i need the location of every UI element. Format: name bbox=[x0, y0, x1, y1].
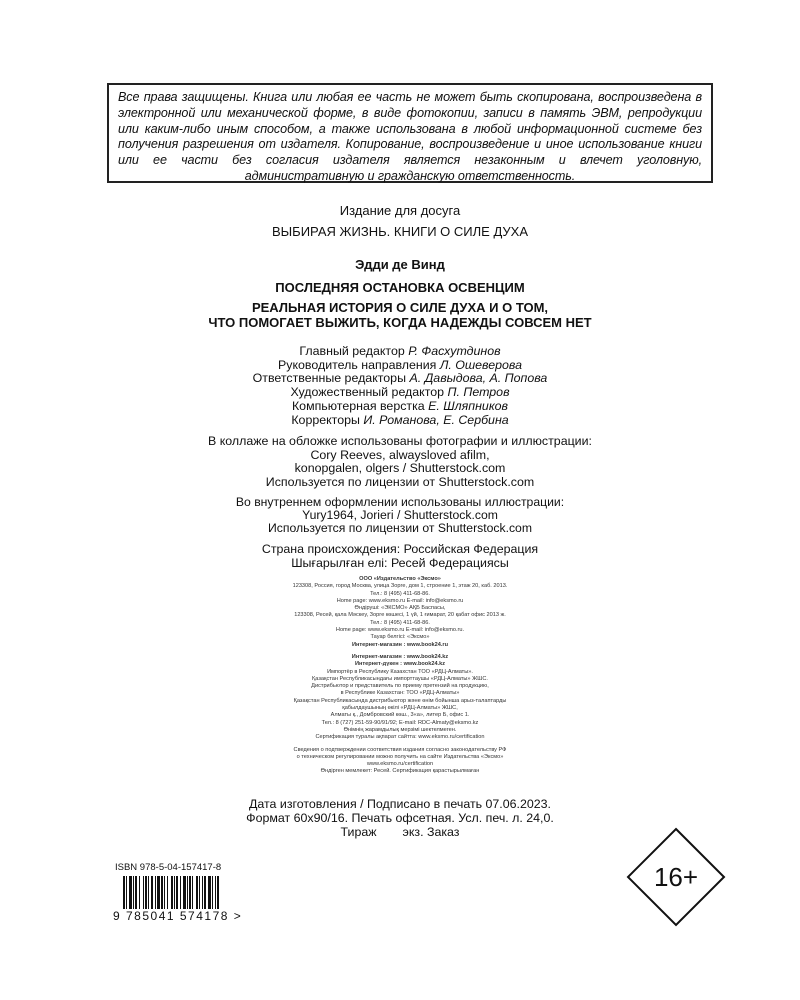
isbn-label: ISBN 978-5-04-157417-8 bbox=[115, 862, 222, 873]
inner-line: Во внутреннем оформлении использованы иллюстрации: bbox=[235, 495, 565, 509]
subtitle-line: ЧТО ПОМОГАЕТ ВЫЖИТЬ, КОГДА НАДЕЖДЫ СОВСЕМ НЕТ bbox=[208, 315, 592, 330]
book-title: ПОСЛЕДНЯЯ ОСТАНОВКА ОСВЕНЦИМ bbox=[275, 280, 525, 295]
subtitle-line: РЕАЛЬНАЯ ИСТОРИЯ О СИЛЕ ДУХА И О ТОМ, bbox=[251, 300, 549, 315]
production-line: Дата изготовления / Подписано в печать 07.06.2023. bbox=[249, 797, 551, 811]
origin-line: Страна происхождения: Российская Федерация bbox=[261, 542, 539, 556]
rights-notice-box bbox=[107, 83, 713, 183]
rights-notice-text: Все права защищены. Книга или любая ее часть не может быть скопирована, воспроизведена в электронной или механической форме, в виде фотокопии, записи в память ЭВМ, репродукции или каким-либо иным способом, а также использована в любой информационной системе без получения разрешения от издателя. Копирование, воспроизведение и иное использование книги или ее части без согласия издателя является незаконным и влечет уголовную, административную и гражданскую ответственность. bbox=[118, 90, 702, 183]
credit-line: Ответственные редакторы А. Давыдова, А. Попова bbox=[252, 371, 548, 386]
publisher-line: Home page: www.eksmo.ru E-mail: info@eksmo.ru. bbox=[335, 627, 465, 634]
credit-line: Компьютерная верстка Е. Шляпников bbox=[291, 398, 509, 413]
country-of-origin bbox=[0, 542, 800, 570]
publisher-line: Тел.: 8 (495) 411-68-86. bbox=[370, 619, 430, 626]
publisher-line: Тел.: 8 (495) 411-68-86. bbox=[370, 590, 430, 597]
publisher-line: Home page: www.eksmo.ru E-mail: info@eksmo.ru bbox=[336, 597, 464, 604]
barcode-digits: 9 785041 574178 > bbox=[113, 909, 243, 923]
credit-line: Художественный редактор П. Петров bbox=[290, 385, 510, 400]
publisher-line: Өндіруші: «ЭКСМО» АҚБ Баспасы, bbox=[354, 605, 446, 612]
cover-collage-credits bbox=[0, 435, 800, 489]
kz-line: Өнімнің жарамдылық мерзімі шектелмеген. bbox=[343, 726, 457, 733]
collage-line: Используется по лицензии от Shutterstock.com bbox=[265, 474, 535, 489]
barcode-icon bbox=[113, 876, 253, 932]
collage-line: konopgalen, olgers / Shutterstock.com bbox=[294, 461, 506, 476]
kz-line: Дистрибьютор и представитель по приему претензий на продукцию, bbox=[311, 683, 489, 690]
origin-line: Шығарылған елі: Ресей Федерациясы bbox=[291, 556, 509, 570]
publisher-line: 123308, Россия, город Москва, улица Зорге, дом 1, строение 1, этаж 20, каб. 2013. bbox=[292, 583, 508, 590]
inner-line: Используется по лицензии от Shutterstock.com bbox=[268, 521, 532, 535]
publisher-details bbox=[0, 576, 800, 776]
kz-line: Қазақстан Республикасында дистрибьютор және өнім бойынша арыз-талаптарды bbox=[293, 697, 507, 704]
production-line: Формат 60x90/16. Печать офсетная. Усл. печ. л. 24,0. bbox=[246, 811, 554, 825]
kz-line: Алматы қ., Домбровский көш., 3«а», литер Б, офис 1. bbox=[330, 712, 470, 719]
credit-line: Корректоры И. Романова, Е. Сербина bbox=[291, 412, 509, 427]
kz-line: Импортёр в Республику Казахстан ТОО «РДЦ-Алматы». bbox=[327, 668, 473, 675]
kz-line: Қазақстан Республикасындағы импорттаушы «РДЦ-Алматы» ЖШС. bbox=[312, 675, 488, 682]
cert-line: www.eksmo.ru/certification bbox=[366, 761, 434, 768]
publisher-line: ООО «Издательство «Эксмо» bbox=[359, 576, 441, 582]
kz-line: қабылдаушының өкілі «РДЦ-Алматы» ЖШС, bbox=[342, 705, 458, 712]
cert-line: Өндірген мемлекет: Ресей. Сертификация қарастырылмаған bbox=[320, 768, 480, 775]
publisher-line: Интернет-магазин : www.book24.ru bbox=[351, 641, 449, 648]
kz-line: Интернет-дүкен : www.book24.kz bbox=[354, 661, 446, 668]
credits-block bbox=[0, 345, 800, 427]
series-line: Издание для досуга bbox=[339, 203, 461, 218]
inner-line: Yury1964, Jorieri / Shutterstock.com bbox=[302, 508, 498, 522]
kz-line: Тел.: 8 (727) 251-59-90/91/92; E-mail: RDC-Almaty@eksmo.kz bbox=[321, 719, 479, 726]
inner-illustration-credits bbox=[0, 496, 800, 535]
cert-line: Сведения о подтверждении соответствия издания согласно законодательству РФ bbox=[293, 746, 507, 753]
collage-line: В коллаже на обложке использованы фотографии и иллюстрации: bbox=[208, 434, 592, 448]
credit-line: Главный редактор Р. Фасхутдинов bbox=[299, 344, 501, 358]
publisher-line: Тауар белгісі: «Эксмо» bbox=[370, 634, 430, 641]
kz-line: в Республике Казахстан: ТОО «РДЦ-Алматы» bbox=[340, 690, 460, 697]
book-series-line: ВЫБИРАЯ ЖИЗНЬ. КНИГИ О СИЛЕ ДУХА bbox=[272, 224, 528, 239]
credit-line: Руководитель направления Л. Ошеверова bbox=[278, 357, 522, 372]
book-subtitle bbox=[0, 300, 800, 330]
kz-line: Сертификация туралы ақпарат сайтта: www.eksmo.ru/certification bbox=[315, 734, 485, 741]
author-name: Эдди де Винд bbox=[355, 257, 445, 272]
kz-line: Интернет-магазин : www.book24.kz bbox=[351, 653, 449, 660]
print-run-label: Тираж bbox=[340, 825, 377, 839]
age-rating-text: 16+ bbox=[653, 862, 699, 892]
order-label: экз. Заказ bbox=[402, 825, 460, 839]
publisher-line: 123308, Ресей, қала Мәскеу, Зорге көшесі, 1 үй, 1 ғимарат, 20 қабат офис 2013 ж. bbox=[294, 612, 506, 619]
cert-line: о техническом регулировании можно получить на сайте Издательства «Эксмо» bbox=[296, 753, 504, 760]
collage-line: Cory Reeves, alwaysloved afilm, bbox=[310, 447, 490, 462]
